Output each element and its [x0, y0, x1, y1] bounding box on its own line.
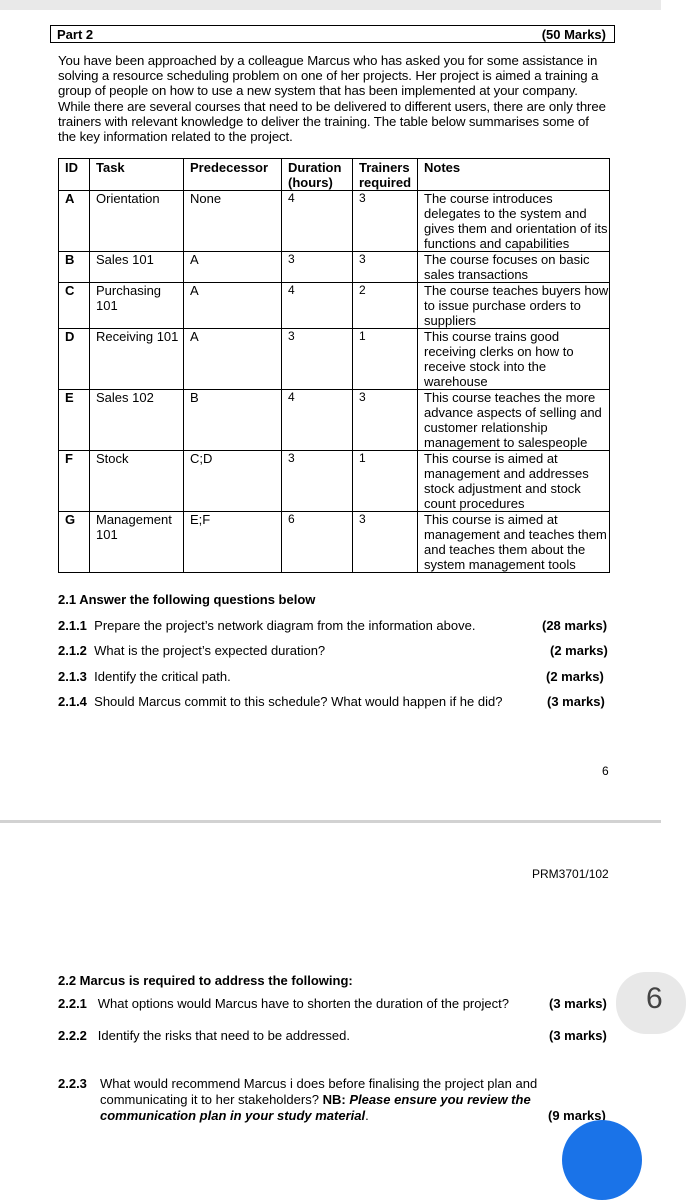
- cell-predecessor: C;D: [184, 451, 282, 512]
- cell-notes: This course teaches the more advance aspects of selling and customer relationship management to salespeople: [418, 390, 610, 451]
- header-duration: Duration (hours): [282, 159, 353, 191]
- cell-predecessor: B: [184, 390, 282, 451]
- cell-predecessor: A: [184, 283, 282, 329]
- cell-duration: 3: [282, 252, 353, 283]
- question-text: What is the project’s expected duration?: [94, 643, 326, 658]
- question-number: 2.1.3: [58, 669, 87, 684]
- cell-notes: This course is aimed at management and teaches them and teaches them about the system management tools: [418, 512, 610, 573]
- question-2-1-1: [58, 618, 608, 633]
- cell-trainers: 3: [353, 191, 418, 252]
- cell-task: Management 101: [90, 512, 184, 573]
- cell-task: Stock: [90, 451, 184, 512]
- question-line: [100, 1108, 570, 1124]
- table-row: [59, 283, 610, 329]
- nb-emphasis-cont: communication plan in your study material: [100, 1108, 366, 1123]
- question-2-1-4: [58, 694, 608, 709]
- table-row: [59, 329, 610, 390]
- question-marks: (3 marks): [549, 996, 607, 1011]
- question-line: [100, 1092, 570, 1108]
- question-number: 2.1.2: [58, 643, 87, 658]
- cell-duration: 3: [282, 329, 353, 390]
- intro-line: While there are several courses that need to be delivered to different users, there are only three: [58, 98, 606, 114]
- question-2-1-2: [58, 643, 608, 658]
- cell-duration: 4: [282, 390, 353, 451]
- intro-paragraph: [58, 53, 618, 144]
- question-number: 2.2.1: [58, 996, 87, 1011]
- part-header: [50, 25, 615, 43]
- cell-predecessor: A: [184, 329, 282, 390]
- question-marks: (2 marks): [546, 669, 604, 684]
- page-divider: [0, 820, 661, 823]
- top-bar: [0, 0, 661, 10]
- question-marks: (9 marks): [548, 1108, 606, 1123]
- header-task: Task: [90, 159, 184, 191]
- cell-predecessor: E;F: [184, 512, 282, 573]
- side-tab-label: 6: [646, 982, 663, 1015]
- cell-trainers: 2: [353, 283, 418, 329]
- cell-id: B: [59, 252, 90, 283]
- table-row: [59, 451, 610, 512]
- question-text: Identify the critical path.: [94, 669, 231, 684]
- cell-task: Purchasing 101: [90, 283, 184, 329]
- header-trainers: Trainers required: [353, 159, 418, 191]
- page-number: 6: [602, 764, 609, 778]
- question-number: 2.2.3: [58, 1076, 87, 1091]
- question-marks: (2 marks): [550, 643, 608, 658]
- question-number: 2.1.1: [58, 618, 87, 633]
- question-number: 2.1.4: [58, 694, 87, 709]
- table-header-row: [59, 159, 610, 191]
- cell-notes: The course teaches buyers how to issue purchase orders to suppliers: [418, 283, 610, 329]
- cell-notes: The course introduces delegates to the system and gives them and orientation of its functions and capabilities: [418, 191, 610, 252]
- cell-task: Sales 101: [90, 252, 184, 283]
- cell-notes: This course is aimed at management and addresses stock adjustment and stock count procedures: [418, 451, 610, 512]
- cell-trainers: 1: [353, 329, 418, 390]
- table-row: [59, 512, 610, 573]
- side-page-tab[interactable]: [616, 972, 686, 1034]
- question-text: Should Marcus commit to this schedule? What would happen if he did?: [94, 694, 503, 709]
- question-text: Identify the risks that need to be addressed.: [97, 1028, 350, 1043]
- question-text: [100, 1076, 570, 1124]
- cell-id: G: [59, 512, 90, 573]
- cell-notes: The course focuses on basic sales transactions: [418, 252, 610, 283]
- floating-action-button[interactable]: [562, 1120, 642, 1200]
- question-number: 2.2.2: [58, 1028, 87, 1043]
- nb-emphasis: Please ensure you review the: [349, 1092, 531, 1107]
- intro-line: solving a resource scheduling problem on one of her projects. Her project is aimed a training a: [58, 68, 599, 84]
- intro-line: trainers with relevant knowledge to deliver the training. The table below summarises some of: [58, 113, 589, 129]
- question-line: What would recommend Marcus i does before finalising the project plan and: [100, 1076, 538, 1091]
- cell-duration: 4: [282, 283, 353, 329]
- question-text: Prepare the project’s network diagram from the information above.: [94, 618, 476, 633]
- section-2-2-heading: 2.2 Marcus is required to address the following:: [58, 973, 353, 988]
- table-row: [59, 191, 610, 252]
- cell-task: Sales 102: [90, 390, 184, 451]
- cell-duration: 4: [282, 191, 353, 252]
- section-2-1-heading: 2.1 Answer the following questions below: [58, 592, 316, 607]
- cell-id: A: [59, 191, 90, 252]
- cell-duration: 3: [282, 451, 353, 512]
- cell-task: Orientation: [90, 191, 184, 252]
- question-2-1-3: [58, 669, 608, 684]
- question-marks: (3 marks): [547, 694, 605, 709]
- header-id: ID: [59, 159, 90, 191]
- part-title: Part 2: [57, 27, 94, 42]
- cell-predecessor: A: [184, 252, 282, 283]
- task-table: [58, 158, 610, 573]
- cell-id: F: [59, 451, 90, 512]
- cell-id: E: [59, 390, 90, 451]
- table-row: [59, 252, 610, 283]
- part-marks: (50 Marks): [541, 27, 606, 42]
- cell-trainers: 3: [353, 512, 418, 573]
- header-predecessor: Predecessor: [184, 159, 282, 191]
- sentence-period: .: [365, 1108, 369, 1123]
- question-2-2-1: [58, 996, 608, 1011]
- cell-id: D: [59, 329, 90, 390]
- course-code: PRM3701/102: [532, 867, 609, 881]
- cell-predecessor: None: [184, 191, 282, 252]
- intro-line: the key information related to the project.: [58, 129, 293, 145]
- cell-trainers: 1: [353, 451, 418, 512]
- question-marks: (3 marks): [549, 1028, 607, 1043]
- cell-id: C: [59, 283, 90, 329]
- cell-task: Receiving 101: [90, 329, 184, 390]
- cell-trainers: 3: [353, 252, 418, 283]
- question-marks: (28 marks): [542, 618, 608, 633]
- intro-line: You have been approached by a colleague Marcus who has asked you for some assistance in: [58, 53, 598, 68]
- cell-notes: This course trains good receiving clerks on how to receive stock into the warehouse: [418, 329, 610, 390]
- header-notes: Notes: [418, 159, 610, 191]
- cell-trainers: 3: [353, 390, 418, 451]
- question-line-part: communicating it to her stakeholders?: [100, 1092, 319, 1107]
- question-text: What options would Marcus have to shorten the duration of the project?: [97, 996, 509, 1011]
- question-2-2-2: [58, 1028, 608, 1043]
- cell-duration: 6: [282, 512, 353, 573]
- nb-label: NB:: [322, 1092, 346, 1107]
- table-row: [59, 390, 610, 451]
- intro-line: group of people on how to use a new system that has been implemented at your company.: [58, 83, 578, 99]
